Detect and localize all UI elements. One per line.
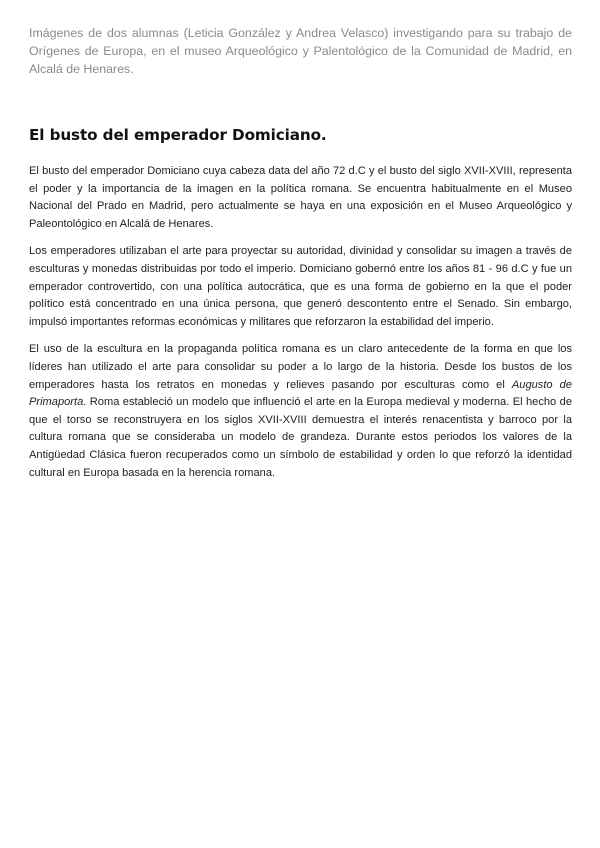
paragraph-3-text-a: El uso de la escultura en la propaganda política romana es un claro antecedente de la forma en que los líderes han utilizado el arte para consolidar su poder a lo largo de la historia. Desde los bustos de los emperadores hasta los retratos en monedas y relieves pasando por esculturas como el [29,343,572,391]
document-page [29,24,572,479]
paragraph-1: El busto del emperador Domiciano cuya cabeza data del año 72 d.C y el busto del siglo XVII-XVIII, representa el poder y la importancia de la imagen en la política romana. Se encuentra habitualmente en el Museo Nacional del Prado en Madrid, pero actualmente se haya en una exposición en el Museo Arqueológico y Paleontológico en Alcalá de Henares. [29,165,572,230]
artwork-title: Augusto de Primaporta [29,378,572,409]
paragraph-3-text-b: . Roma estableció un modelo que influenció el arte en la Europa medieval y moderna. El hecho de que el torso se reconstruyera en los siglos XVII-XVIII demuestra el interés renacentista y barroco por la cultura romana que se consideraba un modelo de grandeza. Durante estos periodos los valores de la Antigüedad Clásica fueron recuperados como un símbolo de estabilidad y orden lo que reforzó la identidad cultural en Europa basada en la herencia romana. [29,396,572,479]
article-body [29,163,572,492]
paragraph-2: Los emperadores utilizaban el arte para proyectar su autoridad, divinidad y consolidar su imagen a través de esculturas y monedas distribuidas por todo el imperio. Domiciano gobernó entre los años 81 - 96 d.C y fue un emperador controvertido, con una política autocrática, que es una forma de gobierno en la que el poder político está concentrado en una única persona, que generó descontento entre el Senado. Sin embargo, impulsó importantes reformas económicas y militares que reforzaron la estabilidad del imperio. [29,245,572,328]
image-caption: Imágenes de dos alumnas (Leticia González y Andrea Velasco) investigando para su trabajo de Orígenes de Europa, en el museo Arqueológico y Palentológico de la Comunidad de Madrid, en Alcalá de Henares. [29,26,572,76]
article-title: El busto del emperador Domiciano. [29,126,327,144]
paragraph-3 [29,341,572,482]
